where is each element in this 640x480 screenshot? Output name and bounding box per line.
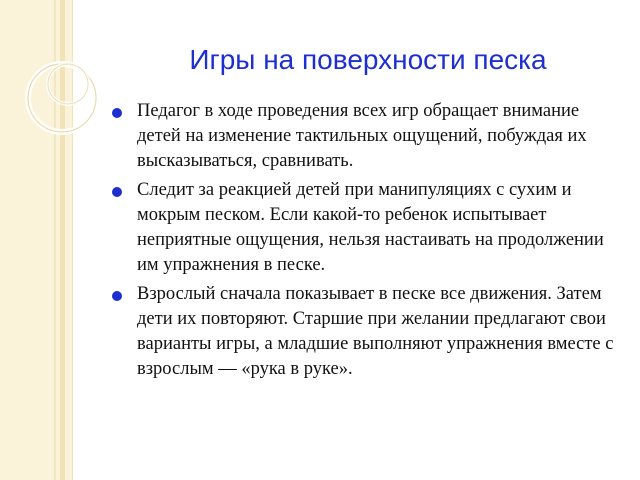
bullet-icon [112,291,122,301]
slide-title: Игры на поверхности песка [189,44,547,75]
bullet-icon [112,187,122,197]
bullet-list [110,99,625,386]
bullet-item [110,282,625,382]
decorative-rings-icon [0,0,120,160]
bullet-item [110,99,625,174]
bullet-item [110,178,625,278]
bullet-text: Взрослый сначала показывает в песке все движения. Затем дети их повторяют. Старшие при желании предлагают свои варианты игры, а младшие выполняют упражнения вместе с взрослым — «рука в руке». [137,284,614,379]
bullet-text: Педагог в ходе проведения всех игр обращает внимание детей на изменение тактильных ощущений, побуждая их высказываться, сравнивать. [137,101,587,171]
bullet-icon [112,108,122,118]
bullet-text: Следит за реакцией детей при манипуляциях с сухим и мокрым песком. Если какой-то ребенок испытывает неприятные ощущения, нельзя настаивать на продолжении им упражнения в песке. [137,180,604,275]
